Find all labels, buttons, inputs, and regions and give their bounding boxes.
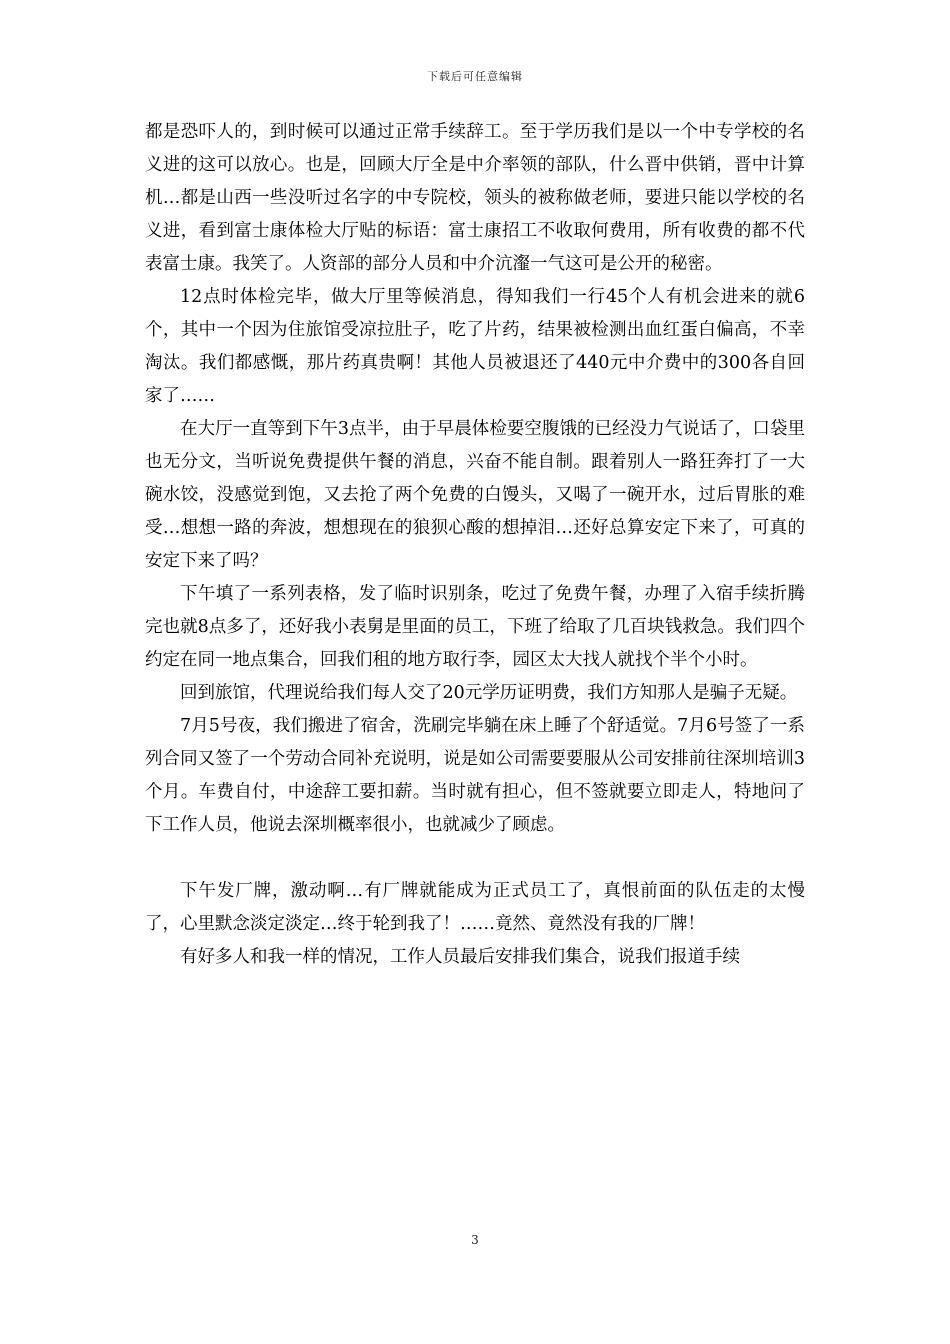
paragraph-1: 都是恐吓人的，到时候可以通过正常手续辞工。至于学历我们是以一个中专学校的名义进的这可以放心。也是，回顾大厅全是中介率领的部队，什么晋中供销，晋中计算机…都是山西一些没听过名字的中专院校，领头的被称做老师，要进只能以学校的名义进，看到富士康体检大厅贴的标语：富士康招工不收取何费用，所有收费的都不代表富士康。我笑了。人资部的部分人员和中介沆瀣一气这可是公开的秘密。	[145, 122, 805, 274]
page-header: 下载后可任意编辑	[427, 70, 523, 83]
paragraph-2: 12点时体检完毕，做大厅里等候消息，得知我们一行45个人有机会进来的就6个，其中一个因为住旅馆受凉拉肚子，吃了片药，结果被检测出血红蛋白偏高，不幸淘汰。我们都感慨，那片药真贵啊！其他人员被退还了440元中介费中的300各自回家了……	[145, 287, 805, 406]
paragraph-3: 在大厅一直等到下午3点半，由于早晨体检要空腹饿的已经没力气说话了，口袋里也无分文，当听说免费提供午餐的消息，兴奋不能自制。跟着别人一路狂奔打了一大碗水饺，没感觉到饱，又去抢了两个免费的白馒头，又喝了一碗开水，过后胃胀的难受…想想一路的奔波，想想现在的狼狈心酸的想掉泪…还好总算安定下来了，可真的安定下来了吗？	[145, 419, 805, 571]
blank-line	[145, 842, 805, 875]
page-number: 3	[471, 1233, 479, 1247]
paragraph-6: 7月5号夜，我们搬进了宿舍，洗刷完毕躺在床上睡了个舒适觉。7月6号签了一系列合同又签了一个劳动合同补充说明，说是如公司需要要服从公司安排前往深圳培训3个月。车费自付，中途辞工要扣薪。当时就有担心，但不签就要立即走人，特地问了下工作人员，他说去深圳概率很小，也就减少了顾虑。	[145, 716, 805, 835]
document-body	[145, 116, 805, 974]
paragraph-7: 下午发厂牌，激动啊…有厂牌就能成为正式员工了，真恨前面的队伍走的太慢了，心里默念淡定淡定…终于轮到我了！……竟然、竟然没有我的厂牌！	[145, 881, 805, 934]
paragraph-4: 下午填了一系列表格，发了临时识别条，吃过了免费午餐，办理了入宿手续折腾完也就8点多了，还好我小表舅是里面的员工，下班了给取了几百块钱救急。我们四个约定在同一地点集合，回我们租的地方取行李，园区太大找人就找个半个小时。	[145, 584, 805, 670]
paragraph-8: 有好多人和我一样的情况，工作人员最后安排我们集合，说我们报道手续	[180, 947, 740, 967]
paragraph-5: 回到旅馆，代理说给我们每人交了20元学历证明费，我们方知那人是骗子无疑。	[180, 683, 798, 703]
